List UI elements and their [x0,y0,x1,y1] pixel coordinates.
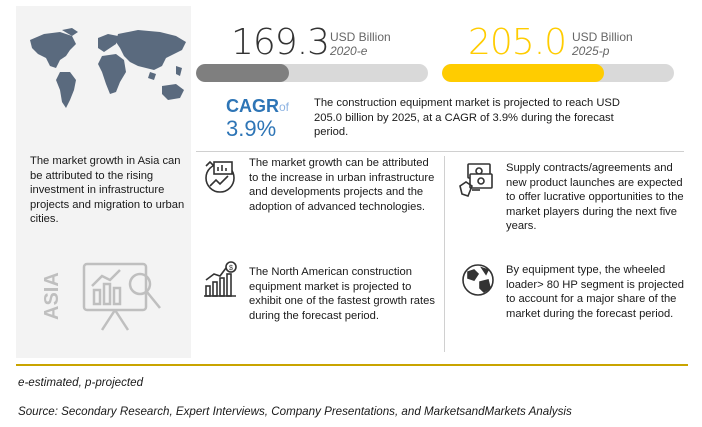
progress-bar-2020 [196,64,428,82]
unit-2025 [572,30,633,58]
year-2025-label: 2025-p [572,44,610,58]
asia-panel [16,6,191,358]
unit-2020 [330,30,391,58]
cagr-label: CAGR [226,96,279,116]
world-map-icon [26,26,194,114]
market-value-2025: 205.0 [468,22,567,63]
handshake-money-icon [458,160,498,200]
infra-card-text: The market growth can be attributed to the increase in urban infrastructure and developments projects and the adoption of advanced technologies. [249,157,435,213]
contracts-card-text: Supply contracts/agreements and new product launches are expected to offer lucrative opportunities to the market players during the next five years. [506,162,684,232]
progress-bar-2020-fill [196,64,289,82]
cagr-of: of [279,100,290,114]
svg-text:$: $ [229,265,233,272]
north-america-card-text: The North American construction equipment market is projected to exhibit one of the fastest growth rates during the forecast period. [249,266,435,322]
globe-icon [458,260,498,300]
progress-bar-2025 [442,64,674,82]
cagr-value: 3.9% [226,116,277,141]
bar-growth-icon [200,260,240,300]
progress-bar-2025-fill [442,64,604,82]
market-value-2020: 169.3 [231,22,330,63]
asia-label [34,264,64,322]
asia-description: The market growth in Asia can be attributed to the rising investment in infrastructure projects and migration to urban cities. [30,155,185,226]
footer-divider [16,364,688,366]
equipment-card-text: By equipment type, the wheeled loader> 80 HP segment is projected to account for a major share of the market during the forecast period. [506,264,684,320]
column-divider [444,156,445,352]
asia-label-text: ASIA [41,272,63,320]
cagr-description: The construction equipment market is projected to reach USD 205.0 billion by 2025, at a CAGR of 3.9% during the forecast period. [314,97,620,138]
footnote-source: Source: Secondary Research, Expert Interviews, Company Presentations, and MarketsandMarkets Analysis [18,405,572,418]
unit-2020-label: USD Billion [330,30,391,44]
growth-chart-icon [200,156,240,196]
footnote-abbreviations: e-estimated, p-projected [18,376,144,389]
unit-2025-label: USD Billion [572,30,633,44]
year-2020-label: 2020-e [330,44,368,58]
section-divider [196,151,684,152]
presentation-chart-icon [80,258,166,334]
